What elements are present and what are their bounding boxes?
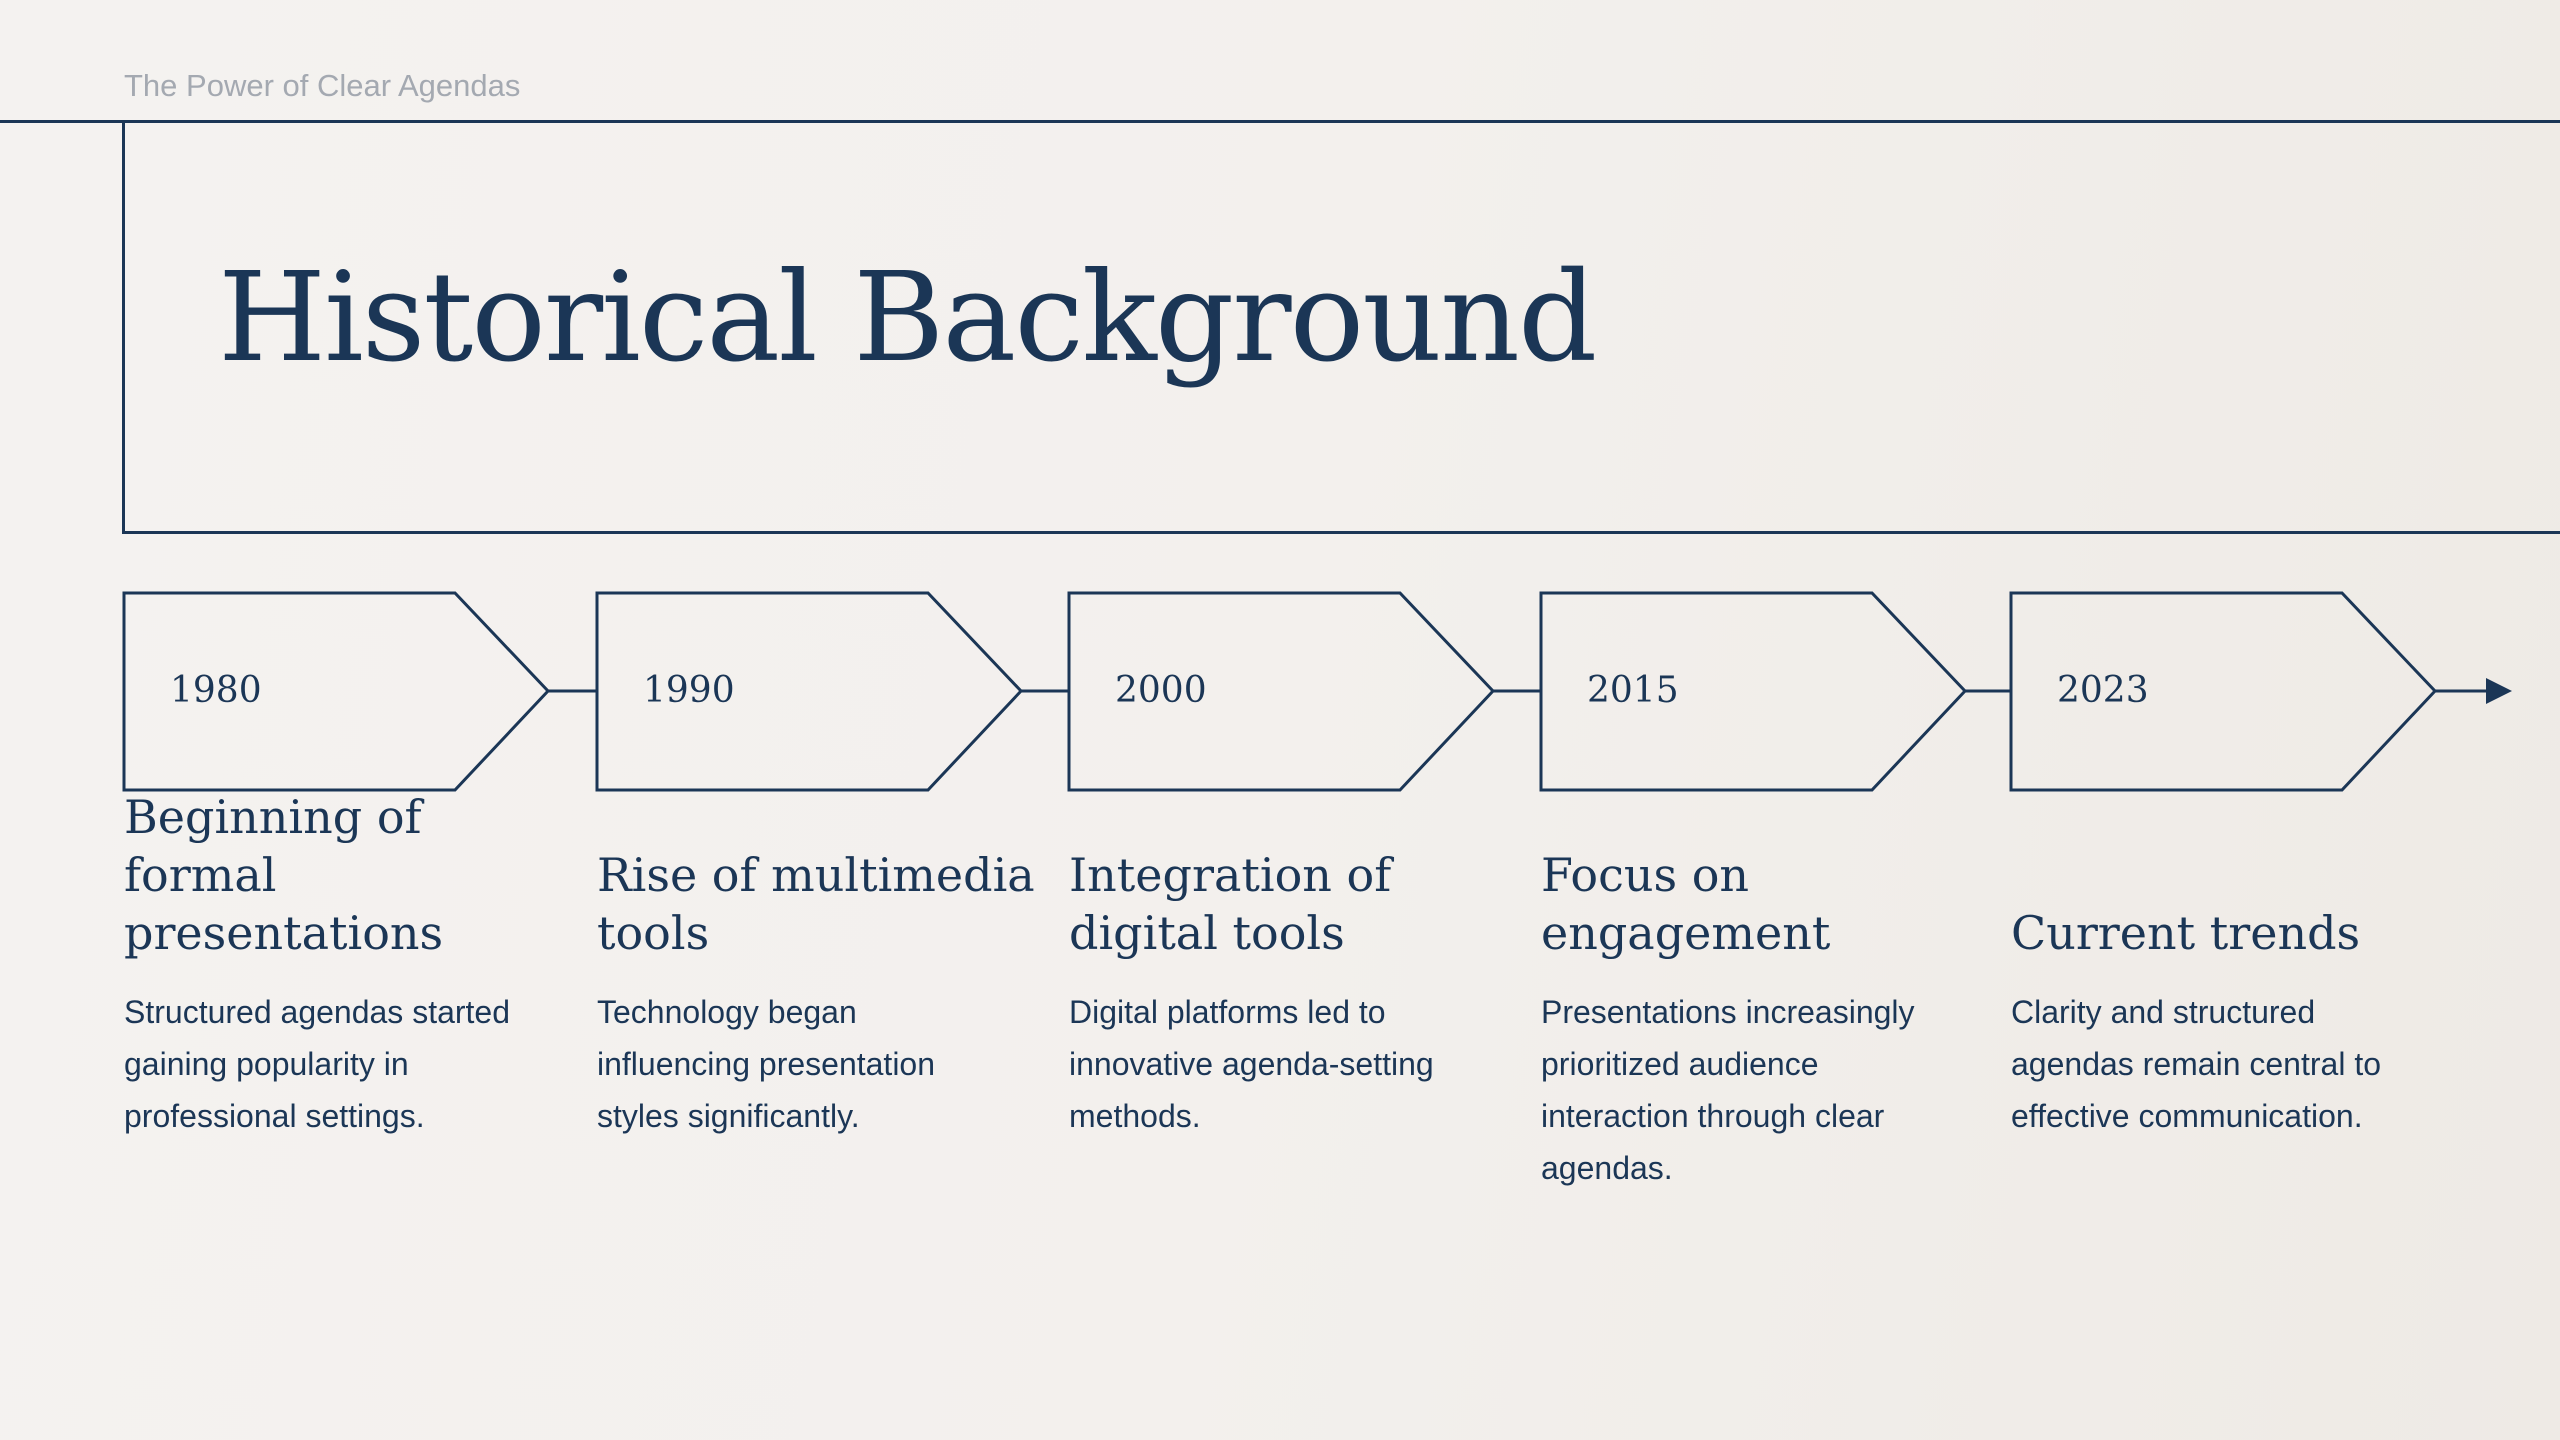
timeline-event-description: Structured agendas started gaining popularity in professional settings. — [124, 994, 511, 1134]
timeline-year: 2015 — [1587, 670, 1679, 711]
presentation-header: The Power of Clear Agendas — [124, 68, 521, 103]
timeline-event-description: Technology began influencing presentation styles significantly. — [597, 994, 936, 1134]
timeline-event-title: Beginning of formal presentations — [124, 790, 444, 960]
timeline-event-title: Integration of digital tools — [1069, 848, 1392, 960]
timeline-year: 2023 — [2057, 670, 2149, 711]
timeline-event-title: Current trends — [2011, 906, 2361, 960]
timeline-event-title: Rise of multimedia tools — [597, 848, 1035, 960]
timeline-year: 1980 — [170, 670, 262, 711]
timeline-year: 2000 — [1115, 670, 1207, 711]
timeline-event-description: Clarity and structured agendas remain central to effective communication. — [2011, 994, 2381, 1134]
timeline-event-description: Digital platforms led to innovative agenda-setting methods. — [1069, 994, 1434, 1134]
timeline-end-arrow-icon — [2486, 678, 2512, 704]
slide-title: Historical Background — [218, 246, 1596, 390]
timeline-year: 1990 — [643, 670, 735, 711]
timeline-event-description: Presentations increasingly prioritized audience interaction through clear agendas. — [1541, 994, 1915, 1186]
timeline-event-title: Focus on engagement — [1541, 848, 1831, 960]
